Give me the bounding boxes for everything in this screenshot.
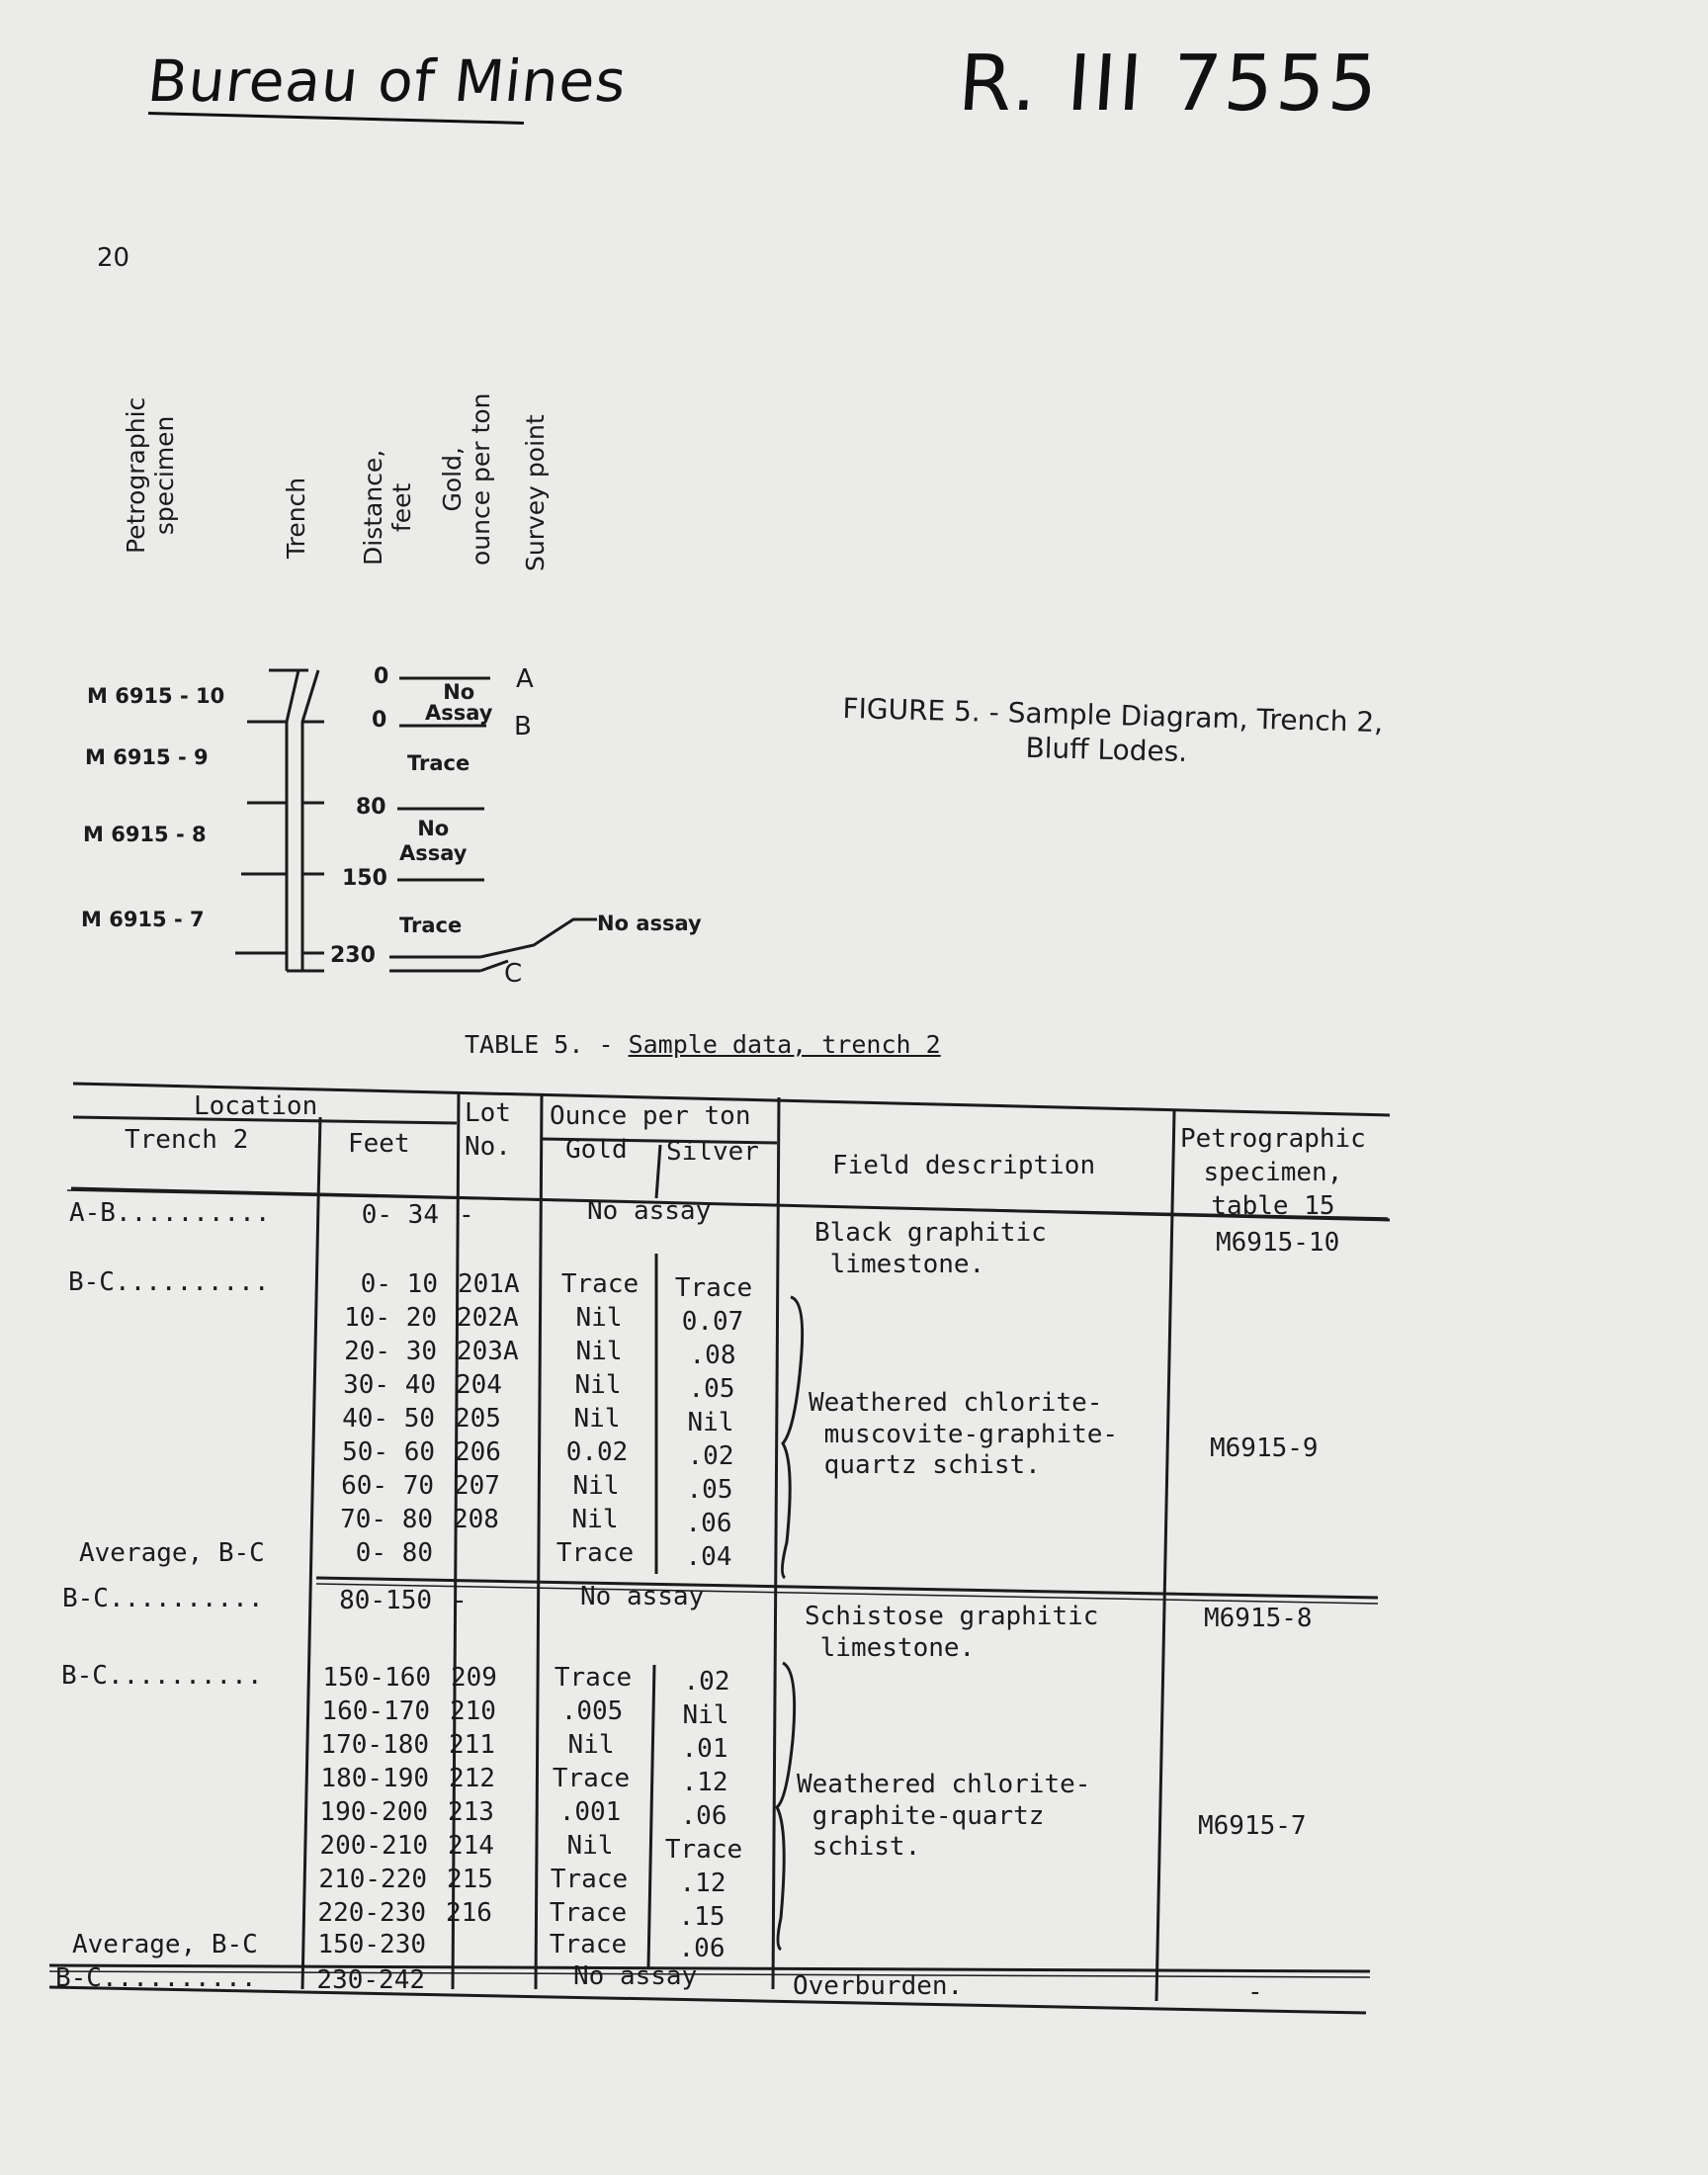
field-description: Black graphitic limestone. [814, 1218, 1047, 1279]
diagram-survey-point: C [504, 959, 523, 989]
silver-cell: Trace [664, 1835, 743, 1865]
silver-cell: .15 [678, 1902, 726, 1932]
gold-cell: Nil [573, 1404, 621, 1434]
diagram-header-gold: Gold, ounce per ton [438, 392, 495, 566]
diagram-gold-label: No Assay [425, 680, 493, 725]
table-header-ounce: Ounce per ton [550, 1101, 751, 1131]
page-number: 20 [97, 243, 130, 273]
lot-cell: 216 [446, 1898, 492, 1928]
gold-cell: Nil [567, 1730, 615, 1760]
diagram-specimen-label: M 6915 - 10 [87, 684, 225, 708]
feet-cell: 60- 70 [341, 1471, 434, 1501]
petrographic-specimen: - [1247, 1977, 1263, 2007]
silver-cell: .02 [683, 1667, 730, 1696]
diagram-header-trench: Trench [282, 477, 310, 559]
gold-cell: Trace [550, 1865, 629, 1894]
diagram-distance-label: 80 [356, 795, 386, 820]
petrographic-specimen: M6915-8 [1204, 1604, 1313, 1633]
field-description: Overburden. [793, 1971, 964, 2001]
silver-cell: Nil [687, 1408, 734, 1437]
silver-cell: .02 [687, 1441, 734, 1471]
field-description: Schistose graphitic limestone. [805, 1602, 1099, 1663]
feet-cell: 10- 20 [344, 1303, 437, 1333]
location-cell: B-C.......... [61, 1661, 263, 1691]
gold-cell: Trace [560, 1269, 640, 1299]
feet-cell: 200-210 [319, 1831, 428, 1861]
no-assay-cell: No assay [580, 1582, 705, 1611]
no-assay-cell: No assay [587, 1196, 712, 1226]
table-header-trench: Trench 2 [125, 1125, 249, 1155]
lot-cell: 210 [450, 1696, 496, 1726]
field-description: Weathered chlorite- muscovite-graphite- quartz schist. [809, 1388, 1119, 1481]
diagram-specimen-label: M 6915 - 7 [81, 908, 205, 931]
petrographic-specimen: M6915-10 [1216, 1228, 1340, 1258]
feet-cell: 210-220 [318, 1865, 427, 1894]
header-handwritten-title: Bureau of Mines [144, 47, 631, 115]
location-cell: Average, B-C [72, 1930, 258, 1959]
silver-cell: Nil [682, 1700, 729, 1730]
silver-cell: 0.07 [681, 1307, 744, 1337]
diagram-survey-point: B [514, 712, 532, 741]
diagram-header-petrographic: Petrographic specimen [122, 396, 179, 554]
gold-cell: Trace [552, 1764, 631, 1793]
gold-cell: .005 [560, 1696, 624, 1726]
table-header-lot: Lot No. [465, 1098, 511, 1162]
silver-cell: .12 [681, 1768, 728, 1797]
location-cell: Average, B-C [79, 1538, 265, 1568]
diagram-specimen-label: M 6915 - 9 [85, 745, 209, 769]
header-handwritten-reference: R. III 7555 [955, 40, 1384, 129]
lot-cell: 213 [448, 1797, 494, 1827]
feet-cell: 20- 30 [344, 1337, 437, 1366]
feet-cell: 220-230 [317, 1898, 426, 1928]
feet-cell: 150-160 [322, 1663, 431, 1693]
feet-cell: 30- 40 [343, 1370, 436, 1400]
feet-cell: 150-230 [317, 1930, 426, 1959]
gold-cell: Nil [575, 1303, 623, 1333]
table-header-gold: Gold [565, 1135, 628, 1165]
lot-cell: 212 [449, 1764, 495, 1793]
gold-cell: 0.02 [565, 1437, 629, 1467]
lot-cell: 209 [451, 1663, 497, 1693]
feet-cell: 0- 80 [355, 1538, 433, 1568]
diagram-note: No assay [597, 912, 702, 935]
feet-cell: 50- 60 [342, 1437, 435, 1467]
table-header-field: Field description [832, 1151, 1096, 1180]
field-description: Weathered chlorite- graphite-quartz schist. [797, 1770, 1091, 1863]
location-cell: B-C.......... [55, 1963, 257, 1993]
diagram-gold-label: Trace [399, 914, 463, 937]
diagram-distance-label: 150 [342, 866, 387, 891]
diagram-distance-label: 230 [330, 943, 376, 968]
silver-cell: .01 [681, 1734, 728, 1764]
lot-cell: 205 [455, 1404, 501, 1434]
feet-cell: 70- 80 [340, 1505, 433, 1534]
gold-cell: Nil [574, 1370, 622, 1400]
no-assay-cell: No assay [573, 1961, 698, 1991]
lot-cell: 211 [449, 1730, 495, 1760]
diagram-specimen-label: M 6915 - 8 [83, 823, 207, 846]
silver-cell: .06 [680, 1801, 727, 1831]
lot-cell: - [452, 1586, 468, 1615]
figure-caption: FIGURE 5. - Sample Diagram, Trench 2, Bluff Lodes. [842, 691, 1384, 768]
table-header-location: Location [194, 1091, 318, 1121]
location-cell: B-C.......... [62, 1584, 264, 1613]
feet-cell: 40- 50 [342, 1404, 435, 1434]
gold-cell: Nil [575, 1337, 623, 1366]
lot-cell: 201A [458, 1269, 520, 1299]
gold-cell: Trace [555, 1538, 635, 1568]
table-header-silver: Silver [666, 1137, 759, 1167]
feet-cell: 80-150 [339, 1586, 432, 1615]
lot-cell: 202A [457, 1303, 519, 1333]
feet-cell: 170-180 [320, 1730, 429, 1760]
gold-cell: Nil [566, 1831, 614, 1861]
silver-cell: .04 [685, 1542, 732, 1572]
gold-cell: Trace [549, 1898, 628, 1928]
silver-cell: .08 [689, 1341, 736, 1370]
silver-cell: .06 [678, 1934, 726, 1963]
lot-cell: 204 [456, 1370, 502, 1400]
diagram-survey-point: A [516, 664, 534, 694]
diagram-header-survey-point: Survey point [521, 414, 550, 571]
gold-cell: Trace [549, 1930, 628, 1959]
lot-cell: 203A [457, 1337, 519, 1366]
table-title: TABLE 5. - Sample data, trench 2 [465, 1030, 941, 1059]
lot-cell: 214 [448, 1831, 494, 1861]
lot-cell: 215 [447, 1865, 493, 1894]
feet-cell: 160-170 [321, 1696, 430, 1726]
gold-cell: .001 [558, 1797, 622, 1827]
petrographic-specimen: M6915-9 [1210, 1434, 1319, 1463]
lot-cell: 206 [455, 1437, 501, 1467]
diagram-distance-label: 0 [374, 664, 389, 689]
diagram-gold-label: Trace [407, 751, 470, 775]
feet-cell: 0- 10 [360, 1269, 438, 1299]
diagram-distance-label: 0 [372, 708, 387, 733]
lot-cell: 207 [454, 1471, 500, 1501]
gold-cell: Trace [554, 1663, 633, 1693]
feet-cell: 180-190 [320, 1764, 429, 1793]
silver-cell: .05 [686, 1475, 733, 1505]
feet-cell: 0- 34 [361, 1200, 439, 1230]
location-cell: B-C.......... [68, 1267, 270, 1297]
silver-cell: Trace [674, 1273, 753, 1303]
diagram-gold-label: No Assay [399, 817, 468, 866]
lot-cell: - [459, 1200, 474, 1230]
diagram-header-distance: Distance, feet [359, 449, 416, 566]
gold-cell: Nil [572, 1471, 620, 1501]
lot-cell: 208 [453, 1505, 499, 1534]
table-header-petrographic: Petrographic specimen, table 15 [1180, 1124, 1366, 1221]
feet-cell: 230-242 [316, 1965, 425, 1995]
silver-cell: .06 [685, 1509, 732, 1538]
location-cell: A-B.......... [69, 1198, 271, 1228]
feet-cell: 190-200 [319, 1797, 428, 1827]
petrographic-specimen: M6915-7 [1198, 1811, 1307, 1841]
gold-cell: Nil [571, 1505, 619, 1534]
table-header-feet: Feet [348, 1129, 410, 1159]
silver-cell: .05 [688, 1374, 735, 1404]
silver-cell: .12 [679, 1869, 726, 1898]
